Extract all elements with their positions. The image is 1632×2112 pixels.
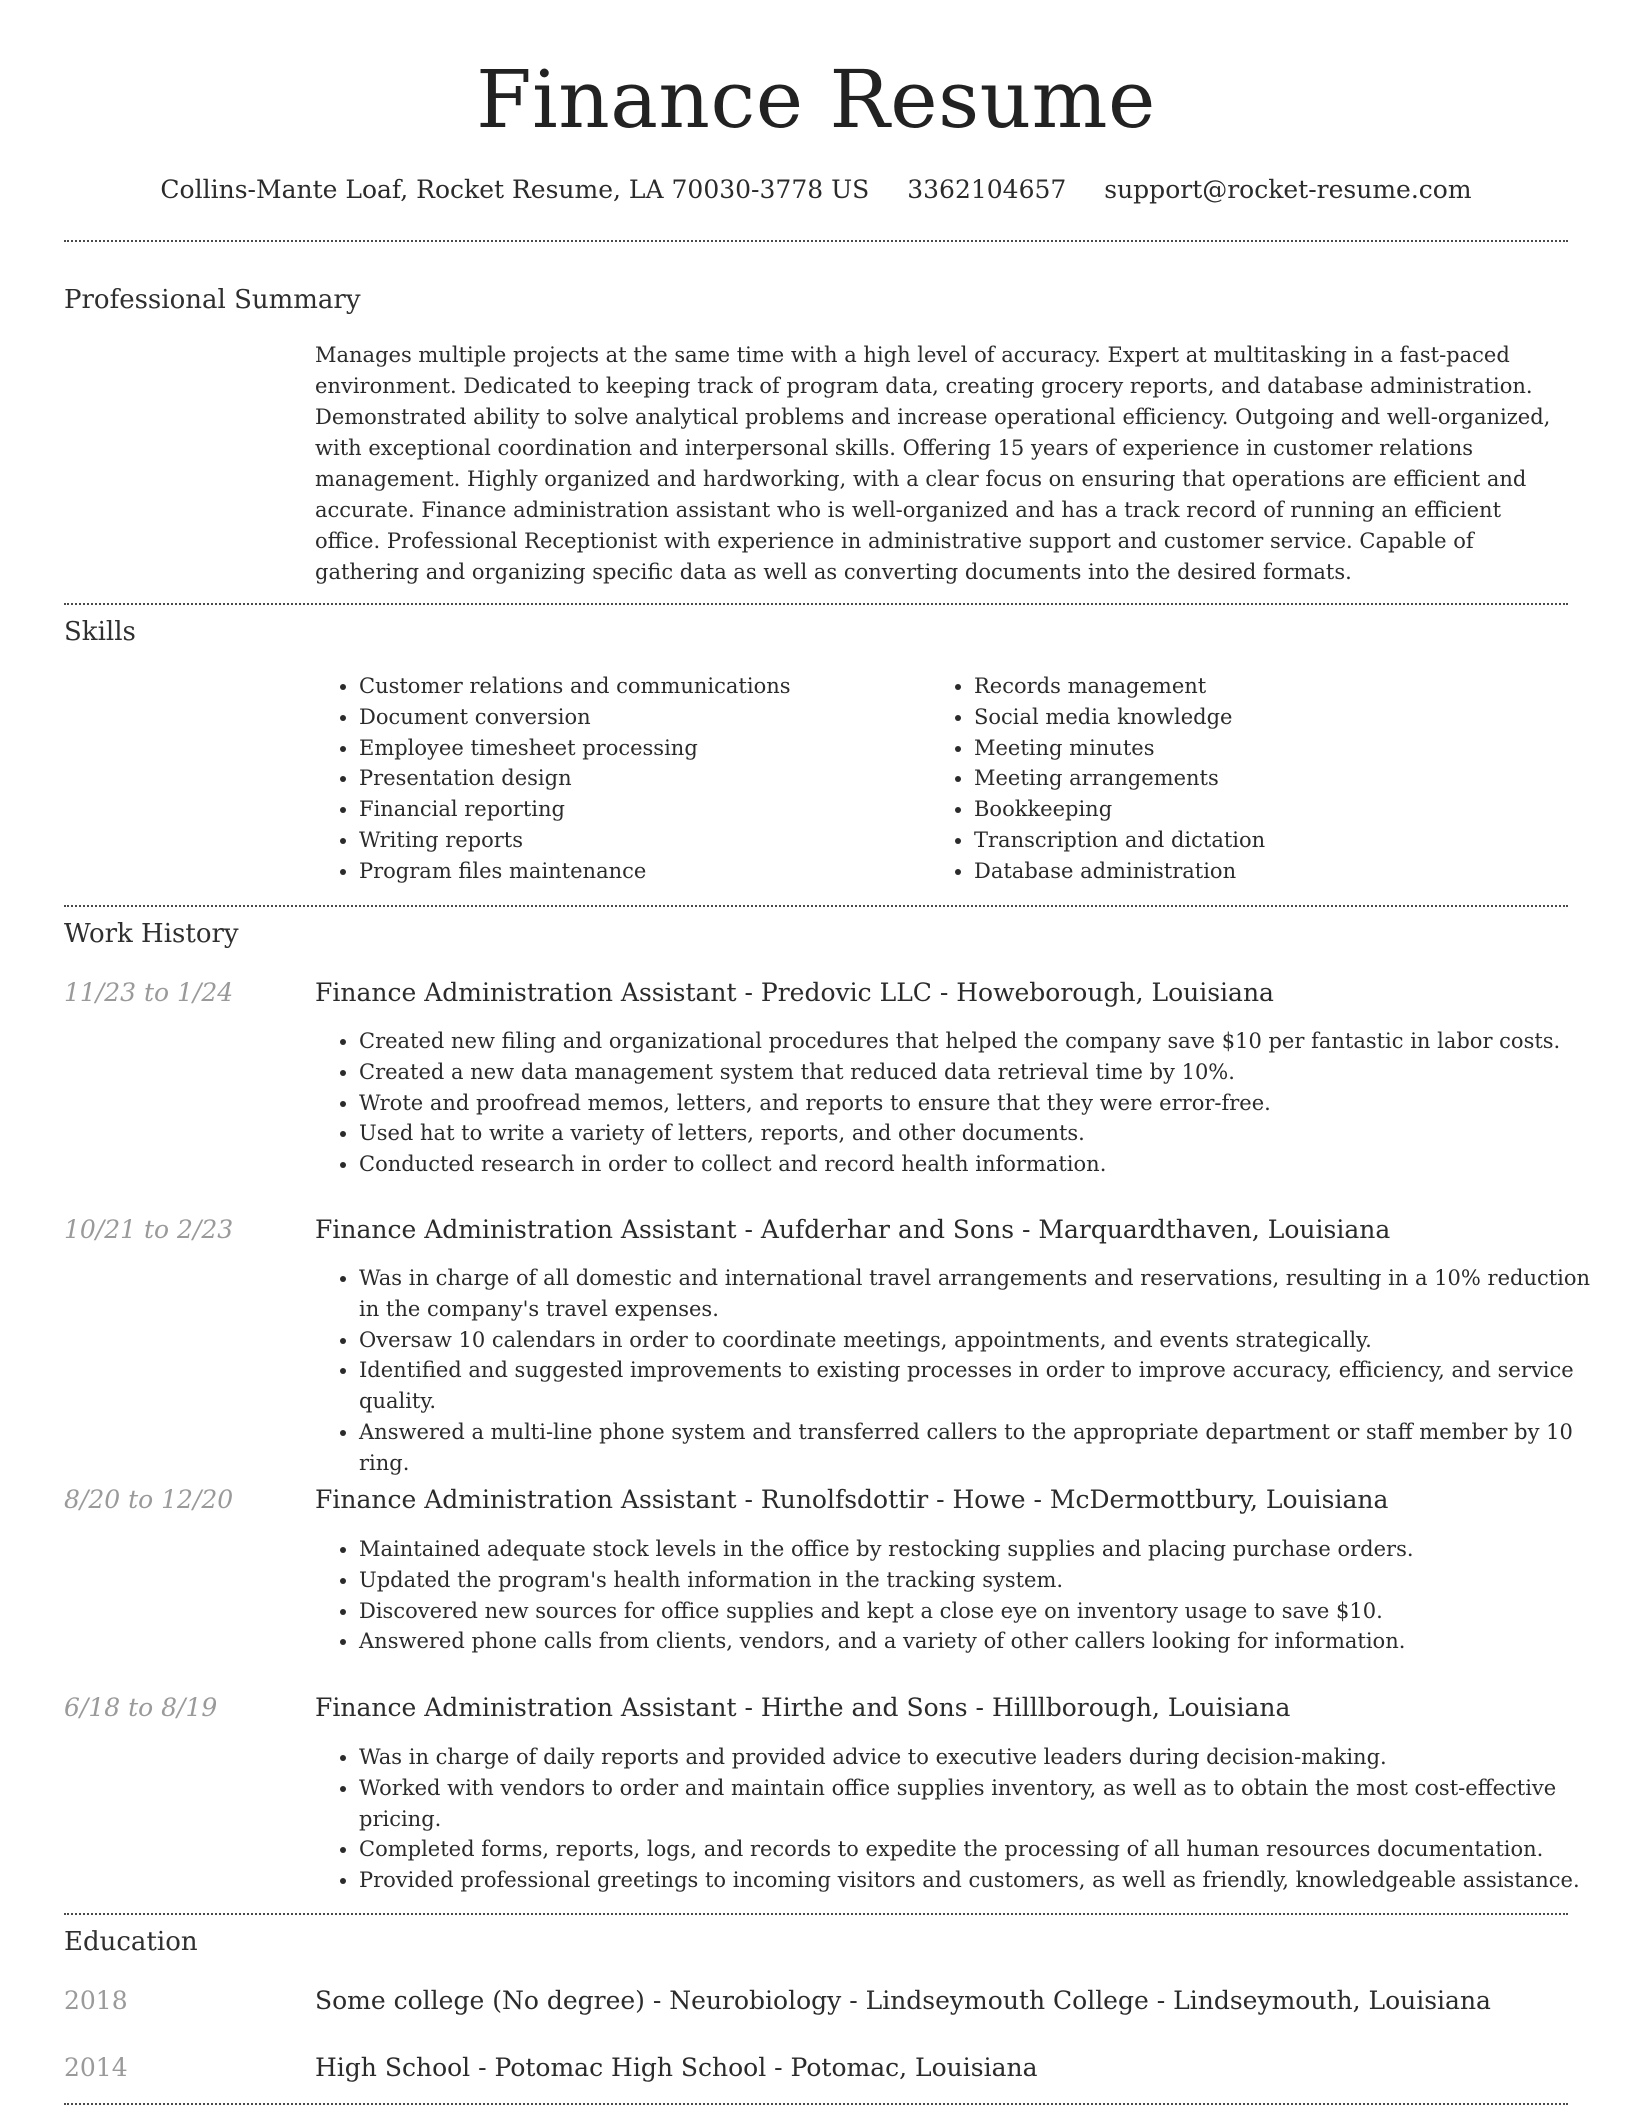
education-entry: Some college (No degree) - Neurobiology - Lindseymouth College - Lindseymouth, Louisiana	[315, 1986, 1491, 2015]
divider	[64, 240, 1568, 242]
skill-item: • Writing reports	[359, 825, 929, 856]
skill-item: • Database administration	[974, 856, 1574, 887]
job-bullet: • Oversaw 10 calendars in order to coordinate meetings, appointments, and events strategically.	[359, 1325, 1609, 1356]
job-bullet: • Created a new data management system that reduced data retrieval time by 10%.	[359, 1057, 1609, 1088]
job-bullet: • Identified and suggested improvements to existing processes in order to improve accuracy, efficiency, and service quality.	[359, 1355, 1609, 1417]
job-bullets	[315, 1263, 1609, 1479]
skill-item: • Bookkeeping	[974, 794, 1574, 825]
job-bullet: • Maintained adequate stock levels in the office by restocking supplies and placing purchase orders.	[359, 1534, 1609, 1565]
skill-item: • Employee timesheet processing	[359, 733, 929, 764]
section-title-education: Education	[64, 1927, 198, 1957]
skill-item: • Customer relations and communications	[359, 671, 929, 702]
divider	[64, 603, 1568, 605]
job-bullet: • Conducted research in order to collect and record health information.	[359, 1149, 1609, 1180]
skills-list-left	[315, 671, 929, 887]
job-bullet: • Was in charge of daily reports and provided advice to executive leaders during decision-making.	[359, 1742, 1609, 1773]
skills-list-right	[930, 671, 1574, 887]
job-bullet: • Was in charge of all domestic and international travel arrangements and reservations, resulting in a 10% reduction in the company's travel expenses.	[359, 1263, 1609, 1325]
job-bullet: • Discovered new sources for office supplies and kept a close eye on inventory usage to save $10.	[359, 1596, 1609, 1627]
job-bullets	[315, 1742, 1609, 1896]
skill-item: • Financial reporting	[359, 794, 929, 825]
job-heading: Finance Administration Assistant - Aufderhar and Sons - Marquardthaven, Louisiana	[315, 1215, 1391, 1244]
education-year: 2018	[64, 1986, 128, 2015]
job-bullet: • Used hat to write a variety of letters, reports, and other documents.	[359, 1118, 1609, 1149]
job-bullet: • Created new filing and organizational procedures that helped the company save $10 per fantastic in labor costs.	[359, 1026, 1609, 1057]
divider	[64, 1913, 1568, 1915]
skill-item: • Meeting minutes	[974, 733, 1574, 764]
job-bullet: • Completed forms, reports, logs, and records to expedite the processing of all human resources documentation.	[359, 1834, 1609, 1865]
job-bullets	[315, 1534, 1609, 1657]
skill-item: • Presentation design	[359, 763, 929, 794]
skill-item: • Program files maintenance	[359, 856, 929, 887]
section-title-summary: Professional Summary	[64, 285, 361, 315]
contact-line	[0, 170, 1632, 210]
section-title-work: Work History	[64, 919, 239, 949]
job-heading: Finance Administration Assistant - Predovic LLC - Howeborough, Louisiana	[315, 978, 1274, 1007]
job-dates: 6/18 to 8/19	[64, 1693, 218, 1722]
job-bullets	[315, 1026, 1609, 1180]
contact-email: support@rocket-resume.com	[1104, 175, 1472, 204]
job-dates: 10/21 to 2/23	[64, 1215, 234, 1244]
skill-item: • Social media knowledge	[974, 702, 1574, 733]
job-dates: 11/23 to 1/24	[64, 978, 234, 1007]
job-dates: 8/20 to 12/20	[64, 1485, 234, 1514]
education-entry: High School - Potomac High School - Potomac, Louisiana	[315, 2053, 1038, 2082]
job-bullet: • Provided professional greetings to incoming visitors and customers, as well as friendly, knowledgeable assistance.	[359, 1865, 1609, 1896]
job-bullet: • Updated the program's health information in the tracking system.	[359, 1565, 1609, 1596]
resume-name: Finance Resume	[476, 53, 1156, 146]
job-bullet: • Answered phone calls from clients, vendors, and a variety of other callers looking for information.	[359, 1626, 1609, 1657]
job-bullet: • Worked with vendors to order and maintain office supplies inventory, as well as to obtain the most cost-effective pricing.	[359, 1773, 1609, 1835]
divider	[64, 905, 1568, 907]
job-heading: Finance Administration Assistant - Runolfsdottir - Howe - McDermottbury, Louisiana	[315, 1485, 1389, 1514]
summary-text: Manages multiple projects at the same time with a high level of accuracy. Expert at multitasking in a fast-paced environment. Dedicated to keeping track of program data, creating grocery reports, and database administration. Demonstrated ability to solve analytical problems and increase operational efficiency. Outgoing and well-organized, with exceptional coordination and interpersonal skills. Offering 15 years of experience in customer relations management. Highly organized and hardworking, with a clear focus on ensuring that operations are efficient and accurate. Finance administration assistant who is well-organized and has a track record of running an efficient office. Professional Receptionist with experience in administrative support and customer service. Capable of gathering and organizing specific data as well as converting documents into the desired formats.	[315, 343, 1551, 584]
skill-item: • Meeting arrangements	[974, 763, 1574, 794]
contact-address: Collins-Mante Loaf, Rocket Resume, LA 70030-3778 US	[160, 175, 870, 204]
contact-phone: 3362104657	[907, 175, 1067, 204]
divider	[64, 2103, 1568, 2105]
education-year: 2014	[64, 2053, 128, 2082]
skill-item: • Records management	[974, 671, 1574, 702]
section-title-skills: Skills	[64, 617, 136, 647]
skill-item: • Transcription and dictation	[974, 825, 1574, 856]
skill-item: • Document conversion	[359, 702, 929, 733]
job-heading: Finance Administration Assistant - Hirthe and Sons - Hilllborough, Louisiana	[315, 1693, 1291, 1722]
job-bullet: • Answered a multi-line phone system and transferred callers to the appropriate department or staff member by 10 ring.	[359, 1417, 1609, 1479]
job-bullet: • Wrote and proofread memos, letters, and reports to ensure that they were error-free.	[359, 1088, 1609, 1119]
